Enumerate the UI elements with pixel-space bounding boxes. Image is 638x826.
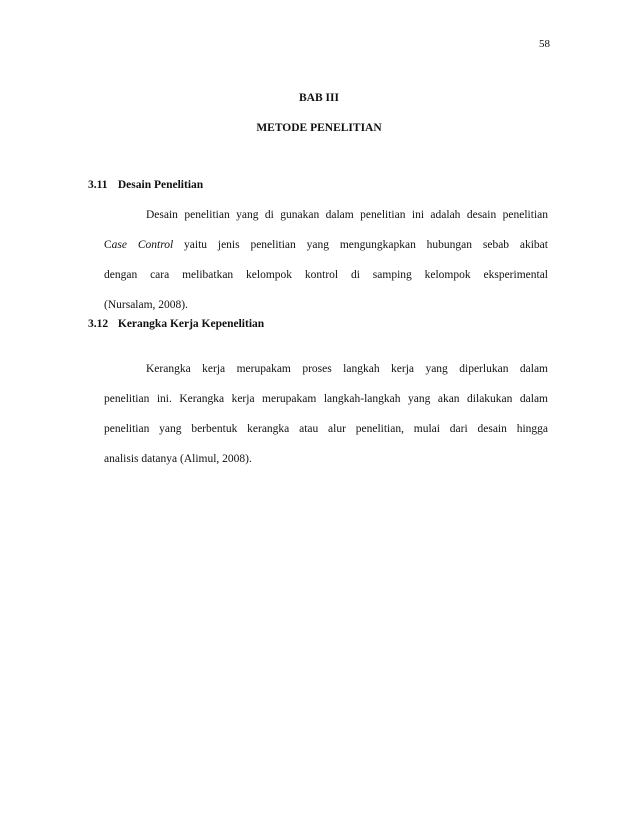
section-heading-kerangka (88, 318, 264, 330)
section-title: Desain Penelitian (117, 179, 204, 191)
paragraph-desain (104, 200, 548, 320)
italic-term: ase Control (111, 239, 174, 251)
chapter-title: METODE PENELITIAN (256, 122, 382, 134)
paragraph-line: (Nursalam, 2008). (104, 299, 188, 311)
paragraph-line: Desain penelitian yang di gunakan dalam penelitian ini adalah desain penelitian (146, 209, 548, 221)
paragraph-line: Kerangka kerja merupakam proses langkah kerja yang diperlukan dalam (146, 363, 548, 375)
paragraph-line: penelitian yang berbentuk kerangka atau alur penelitian, mulai dari desain hingga (104, 423, 548, 435)
chapter-label: BAB III (299, 92, 339, 104)
paragraph-kerangka (104, 354, 548, 474)
text-run: C (104, 239, 112, 251)
section-number: 3.11 (88, 179, 108, 191)
section-heading-desain (88, 179, 203, 191)
paragraph-line (104, 230, 548, 260)
paragraph-line: penelitian ini. Kerangka kerja merupakam langkah-langkah yang akan dilakukan dalam (104, 393, 548, 405)
paragraph-line: dengan cara melibatkan kelompok kontrol di samping kelompok eksperimental (104, 269, 548, 281)
page-number: 58 (539, 38, 550, 50)
text-run: yaitu jenis penelitian yang mengungkapkan hubungan sebab akibat (173, 239, 548, 251)
section-title: Kerangka Kerja Kepenelitian (117, 318, 265, 330)
paragraph-line: analisis datanya (Alimul, 2008). (104, 453, 252, 465)
section-number: 3.12 (88, 318, 109, 330)
